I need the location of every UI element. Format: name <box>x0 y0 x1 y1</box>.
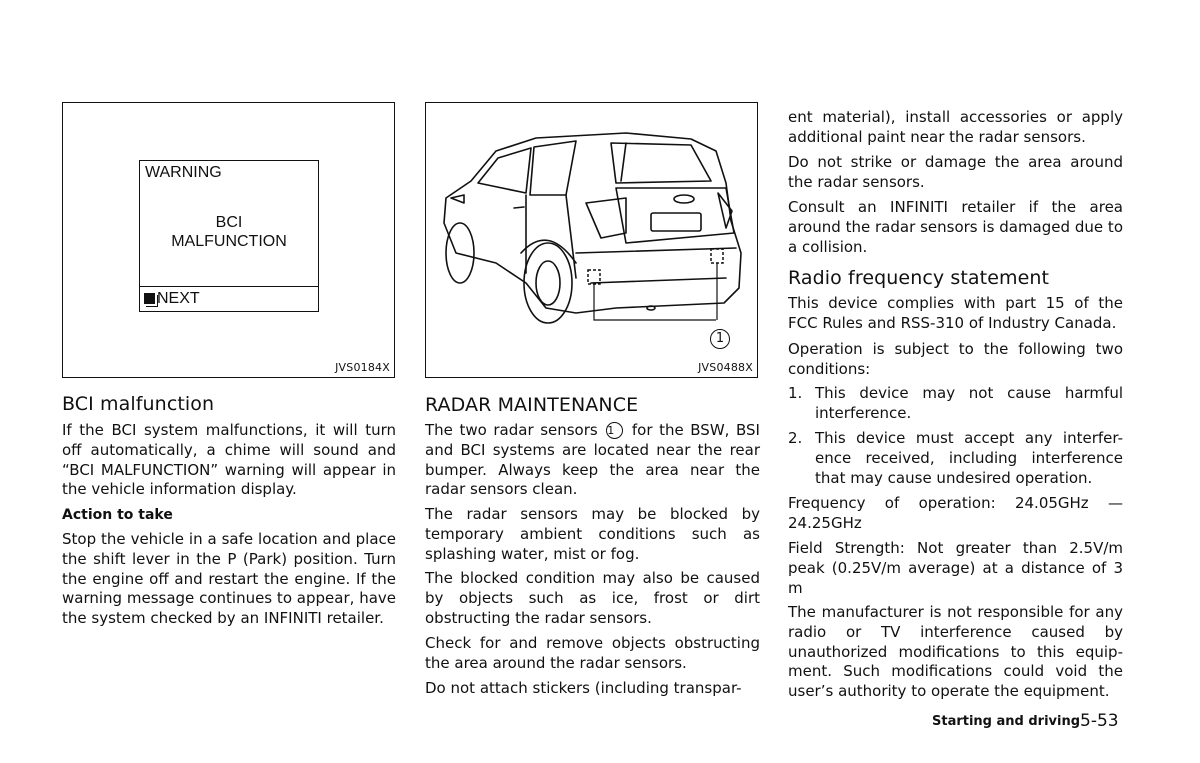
next-square-icon <box>144 293 155 304</box>
list-item <box>788 384 1123 424</box>
warning-display-screen <box>139 160 319 312</box>
page-number: 5-53 <box>1080 711 1119 731</box>
paragraph: Do not attach stickers (including transpar- <box>425 679 742 697</box>
warning-message <box>140 213 318 251</box>
paragraph: The blocked condition may also be caused by objects such as ice, frost or dirt obstructing the radar sensors. <box>425 569 760 627</box>
figure-code: JVS0184X <box>335 361 390 374</box>
paragraph: Frequency of operation: 24.05GHz — 24.25GHz <box>788 494 1123 532</box>
list-text: This device must accept any interfer-ence received, including interference that may cause undesired operation. <box>815 429 1123 487</box>
paragraph: Operation is subject to the following two conditions: <box>788 340 1123 378</box>
text: The two radar sensors <box>425 421 598 439</box>
figure-code: JVS0488X <box>698 361 753 374</box>
warning-line-2: MALFUNCTION <box>171 233 287 250</box>
paragraph: Field Strength: Not greater than 2.5V/m peak (0.25V/m average) at a distance of 3 m <box>788 539 1123 597</box>
callout-1: 1 <box>710 329 730 349</box>
paragraph: The radar sensors may be blocked by temporary ambient conditions such as splashing water, mist or fog. <box>425 505 760 563</box>
paragraph: ent material), install accessories or apply additional paint near the radar sensors. <box>788 108 1123 146</box>
warning-divider <box>140 286 318 287</box>
warning-next-label: NEXT <box>157 290 200 307</box>
paragraph: The manufacturer is not responsible for any radio or TV interference caused by unauthorized modifications to this equip-ment. Such modifications could void the user’s authority to operate the equipment. <box>788 603 1123 701</box>
warning-title: WARNING <box>145 164 222 181</box>
paragraph: Consult an INFINITI retailer if the area around the radar sensors is damaged due to a collision. <box>788 198 1123 256</box>
callout-ref-1: 1 <box>606 422 623 439</box>
text: for the BSW, BSI and BCI systems are located near the rear bumper. Always keep the area near the radar sensors clean. <box>425 421 760 499</box>
section-heading-bci-malfunction: BCI malfunction <box>62 393 215 415</box>
list-text: This device may not cause harmful interference. <box>815 384 1123 422</box>
section-heading-radio-frequency: Radio frequency statement <box>788 267 1050 289</box>
list-item <box>788 429 1123 488</box>
paragraph: If the BCI system malfunctions, it will turn off automatically, a chime will sound and “BCI MALFUNCTION” warning will appear in the vehicle information display. <box>62 421 396 499</box>
paragraph <box>425 421 760 500</box>
warning-next <box>144 290 200 308</box>
section-heading-radar-maintenance: RADAR MAINTENANCE <box>425 394 639 416</box>
figure-radar-sensors <box>425 102 758 378</box>
subheading-action: Action to take <box>62 507 173 523</box>
paragraph: This device complies with part 15 of the FCC Rules and RSS-310 of Industry Canada. <box>788 294 1123 332</box>
list-number: 2. <box>788 429 803 447</box>
paragraph: Stop the vehicle in a safe location and place the shift lever in the P (Park) position. Turn the engine off and restart the engine. If the warning message continues to appear, have the system checked by an INFINITI retailer. <box>62 530 396 628</box>
warning-line-1: BCI <box>215 214 243 231</box>
paragraph: Do not strike or damage the area around the radar sensors. <box>788 153 1123 191</box>
paragraph: Check for and remove objects obstructing the area around the radar sensors. <box>425 634 760 672</box>
list-number: 1. <box>788 384 803 402</box>
vehicle-rear-illustration <box>426 103 756 353</box>
footer-section-name: Starting and driving <box>932 714 1081 729</box>
figure-bci-warning <box>62 102 395 378</box>
